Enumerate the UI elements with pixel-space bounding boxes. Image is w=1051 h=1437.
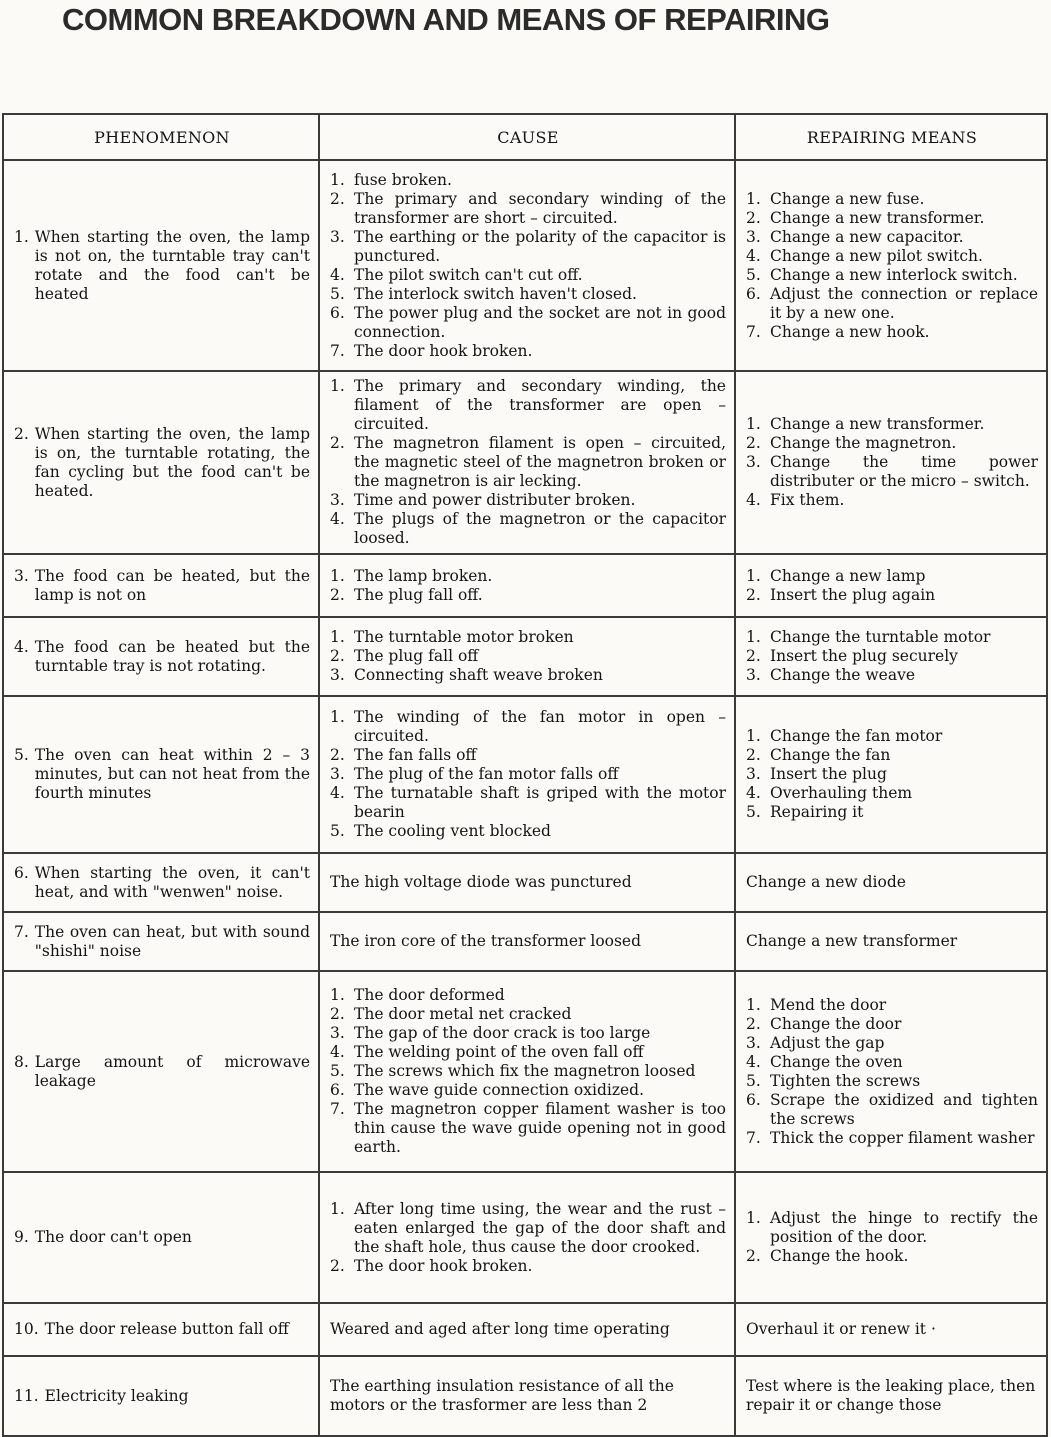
cause-cell-list [330, 1200, 726, 1276]
item-number: 3. [330, 666, 345, 684]
cause-item-text: The plugs of the magnetron or the capacitor loosed. [354, 510, 726, 547]
cause-item-text: The welding point of the oven fall off [354, 1043, 644, 1061]
cause-item-text: fuse broken. [354, 170, 452, 189]
phenomenon-cell [3, 696, 319, 853]
phenomenon-description: The food can be heated, but the lamp is not on [34, 566, 310, 604]
row-number: 5. [14, 746, 29, 764]
phenomenon-cell [3, 853, 319, 912]
repair-item [746, 746, 1038, 765]
item-number: 4. [330, 784, 345, 802]
cause-item [330, 1062, 726, 1081]
cause-item-text: The power plug and the socket are not in good connection. [354, 303, 726, 341]
cause-item [330, 1100, 726, 1157]
repair-item-text: Mend the door [770, 995, 887, 1014]
cause-item-text: The plug fall off [354, 647, 479, 665]
repair-header: REPAIRING MEANS [735, 114, 1047, 160]
repair-item-text: Change the turntable motor [770, 628, 991, 646]
repair-item-text: Overhaul it or renew it · [746, 1320, 936, 1338]
repair-cell [735, 617, 1047, 696]
phenomenon-description: When starting the oven, it can't heat, and with "wenwen" noise. [34, 863, 310, 901]
repair-cell [735, 371, 1047, 554]
phenomenon-cell [3, 1356, 319, 1436]
cause-item [330, 1257, 726, 1276]
cause-item-text: The gap of the door crack is too large [354, 1024, 651, 1042]
item-number: 1. [330, 628, 345, 646]
phenomenon-description: Electricity leaking [44, 1386, 189, 1405]
cause-cell-list [330, 708, 726, 841]
row-number: 7. [14, 922, 29, 941]
repair-item [746, 1247, 1038, 1266]
item-number: 1. [330, 986, 345, 1004]
repair-item-text: Insert the plug again [770, 585, 936, 604]
phenomenon-description: Large amount of microwave leakage [34, 1052, 310, 1090]
item-number: 1. [746, 1209, 761, 1227]
item-number: 6. [330, 303, 345, 322]
table-row [3, 912, 1047, 971]
row-number: 2. [14, 424, 29, 443]
cause-item-text: The cooling vent blocked [354, 822, 551, 840]
repair-item-text: Overhauling them [770, 784, 913, 802]
item-number: 2. [330, 434, 345, 452]
repair-item [746, 453, 1038, 491]
cause-item [330, 342, 726, 361]
item-number: 3. [330, 227, 345, 246]
item-number: 3. [746, 666, 761, 684]
row-number: 9. [14, 1228, 29, 1246]
repair-cell-list [746, 190, 1038, 342]
item-number: 2. [746, 1014, 761, 1033]
cause-item [330, 266, 726, 285]
row-number: 8. [14, 1052, 29, 1071]
cause-cell-list [330, 171, 726, 361]
repair-cell [735, 554, 1047, 617]
phenomenon-description: When starting the oven, the lamp is on, the turntable rotating, the fan cycling but the food can't be heated. [34, 424, 310, 500]
phenomenon-text [14, 1228, 310, 1247]
item-number: 1. [746, 628, 761, 646]
cause-item [330, 765, 726, 784]
item-number: 5. [330, 1062, 345, 1080]
item-number: 1. [746, 415, 761, 433]
cause-cell-list [330, 377, 726, 548]
cause-cell [319, 1303, 735, 1356]
cause-item [330, 190, 726, 228]
cause-item [330, 304, 726, 342]
repair-cell-list [746, 415, 1038, 510]
item-number: 2. [330, 585, 345, 604]
repair-item [746, 586, 1038, 605]
phenomenon-text [14, 638, 310, 676]
cause-cell [319, 554, 735, 617]
cause-item-text: The fan falls off [354, 746, 477, 764]
row-number: 3. [14, 566, 29, 585]
item-number: 4. [330, 265, 345, 284]
repair-cell [735, 696, 1047, 853]
table-header-row [3, 114, 1047, 160]
cause-item [330, 1024, 726, 1043]
item-number: 1. [746, 727, 761, 745]
cause-cell-list [330, 567, 726, 605]
phenomenon-text [14, 923, 310, 961]
cause-item-text: The wave guide connection oxidized. [354, 1081, 645, 1099]
cause-item-text: The lamp broken. [354, 566, 493, 585]
cause-item-text: The door hook broken. [354, 341, 533, 360]
item-number: 3. [330, 765, 345, 783]
cause-item [330, 628, 726, 647]
cause-item [330, 647, 726, 666]
repair-item-text: Change the hook. [770, 1247, 909, 1265]
cause-item-text: The iron core of the transformer loosed [330, 932, 642, 950]
repair-cell [735, 1356, 1047, 1436]
phenomenon-text [14, 1387, 310, 1406]
item-number: 5. [746, 1071, 761, 1090]
item-number: 3. [330, 1024, 345, 1042]
cause-cell [319, 853, 735, 912]
phenomenon-description: When starting the oven, the lamp is not on, the turntable tray can't rotate and the food can't be heated [34, 227, 310, 303]
repair-item [746, 628, 1038, 647]
repair-item [746, 996, 1038, 1015]
repair-item-text: Test where is the leaking place, then repair it or change those [746, 1377, 1036, 1414]
repair-cell-list [746, 996, 1038, 1148]
repair-item [746, 491, 1038, 510]
repair-item [746, 1091, 1038, 1129]
repair-item-text: Tighten the screws [770, 1071, 921, 1090]
repair-item-text: Change a new interlock switch. [770, 265, 1018, 284]
table-row [3, 371, 1047, 554]
item-number: 7. [746, 322, 761, 341]
table-row [3, 1303, 1047, 1356]
cause-cell [319, 371, 735, 554]
repair-item-text: Change the fan motor [770, 727, 943, 745]
table-row [3, 617, 1047, 696]
repair-item-text: Change the weave [770, 666, 916, 684]
repair-item-text: Change a new fuse. [770, 189, 925, 208]
cause-item-text: The plug of the fan motor falls off [354, 765, 619, 783]
item-number: 3. [330, 491, 345, 509]
repair-item-text: Change a new transformer. [770, 208, 985, 227]
repair-item [746, 1209, 1038, 1247]
cause-item-text: The earthing or the polarity of the capacitor is punctured. [354, 227, 726, 265]
cause-item-text: The primary and secondary winding, the filament of the transformer are open – circuited. [354, 377, 726, 433]
cause-cell-list [330, 628, 726, 685]
item-number: 6. [330, 1081, 345, 1099]
item-number: 2. [330, 1005, 345, 1023]
cause-item [330, 784, 726, 822]
item-number: 7. [746, 1128, 761, 1147]
breakdown-table [2, 113, 1048, 1437]
repair-item [746, 727, 1038, 746]
phenomenon-text [14, 567, 310, 605]
item-number: 2. [746, 1247, 761, 1265]
phenomenon-description: The oven can heat within 2 – 3 minutes, but can not heat from the fourth minutes [34, 746, 310, 802]
cause-item [330, 1005, 726, 1024]
cause-item [330, 1081, 726, 1100]
repair-cell-list [746, 628, 1038, 685]
cause-item [330, 228, 726, 266]
phenomenon-text [14, 864, 310, 902]
item-number: 1. [746, 566, 761, 585]
cause-item-text: The plug fall off. [354, 585, 483, 604]
table-row [3, 1172, 1047, 1303]
cause-item-text: The earthing insulation resistance of all the motors or the trasformer are less than 2 [330, 1377, 674, 1414]
phenomenon-cell [3, 554, 319, 617]
repair-cell [735, 1172, 1047, 1303]
repair-cell-list [746, 567, 1038, 605]
repair-item-text: Change the time power distributer or the micro – switch. [770, 453, 1038, 490]
repair-item [746, 1129, 1038, 1148]
cause-item-text: The pilot switch can't cut off. [354, 265, 583, 284]
item-number: 1. [330, 708, 345, 726]
row-number: 11. [14, 1386, 39, 1405]
item-number: 4. [330, 1043, 345, 1061]
cause-item [330, 746, 726, 765]
cause-cell [319, 617, 735, 696]
cause-cell [319, 912, 735, 971]
cause-item [330, 567, 726, 586]
repair-item-text: Change a new hook. [770, 322, 930, 341]
cause-item [330, 822, 726, 841]
repair-item-text: Change the door [770, 1014, 902, 1033]
repair-cell [735, 971, 1047, 1172]
item-number: 2. [746, 208, 761, 227]
phenomenon-text [14, 1053, 310, 1091]
repair-item-text: Adjust the gap [770, 1033, 885, 1052]
cause-cell [319, 971, 735, 1172]
item-number: 2. [330, 746, 345, 764]
cause-item-text: The door metal net cracked [354, 1005, 572, 1023]
table-row [3, 554, 1047, 617]
cause-item-text: Weared and aged after long time operating [330, 1320, 670, 1338]
cause-item-text: The primary and secondary winding of the transformer are short – circuited. [354, 189, 726, 227]
repair-cell [735, 1303, 1047, 1356]
repair-cell-list [746, 727, 1038, 822]
repair-item [746, 247, 1038, 266]
repair-item [746, 434, 1038, 453]
repair-item [746, 415, 1038, 434]
repair-item-text: Change a new diode [746, 873, 906, 891]
phenomenon-cell [3, 1172, 319, 1303]
repair-item [746, 1072, 1038, 1091]
repair-item-text: Scrape the oxidized and tighten the screws [770, 1090, 1038, 1128]
cause-cell [319, 160, 735, 371]
repair-item [746, 1034, 1038, 1053]
repair-item [746, 567, 1038, 586]
repair-item [746, 1053, 1038, 1072]
item-number: 4. [746, 784, 761, 802]
item-number: 3. [746, 1033, 761, 1052]
repair-item [746, 666, 1038, 685]
table-row [3, 160, 1047, 371]
phenomenon-cell [3, 971, 319, 1172]
row-number: 4. [14, 637, 29, 656]
cause-header: CAUSE [319, 114, 735, 160]
cause-cell-list [330, 986, 726, 1157]
cause-item-text: The magnetron filament is open – circuited, the magnetic steel of the magnetron broken or the magnetron is air lecking. [354, 434, 726, 490]
repair-item-text: Change a new pilot switch. [770, 246, 983, 265]
item-number: 6. [746, 284, 761, 303]
phenomenon-header: PHENOMENON [3, 114, 319, 160]
item-number: 3. [746, 453, 761, 471]
repair-item-text: Fix them. [770, 491, 845, 509]
item-number: 1. [330, 566, 345, 585]
item-number: 3. [746, 227, 761, 246]
page-title: COMMON BREAKDOWN AND MEANS OF REPAIRING [62, 2, 830, 37]
cause-item [330, 285, 726, 304]
item-number: 4. [746, 1052, 761, 1071]
item-number: 1. [746, 995, 761, 1014]
repair-item-text: Change a new transformer [746, 932, 958, 950]
item-number: 5. [330, 284, 345, 303]
repair-item-text: Change a new lamp [770, 566, 926, 585]
cause-item-text: The turnatable shaft is griped with the motor bearin [354, 784, 726, 821]
repair-item-text: Insert the plug [770, 765, 887, 783]
item-number: 2. [330, 1256, 345, 1275]
phenomenon-description: The door release button fall off [44, 1320, 289, 1338]
cause-item [330, 510, 726, 548]
repair-cell [735, 912, 1047, 971]
item-number: 2. [330, 189, 345, 208]
cause-item [330, 377, 726, 434]
phenomenon-cell [3, 160, 319, 371]
item-number: 1. [330, 170, 345, 189]
cause-item-text: The door deformed [354, 986, 505, 1004]
phenomenon-cell [3, 371, 319, 554]
cause-item [330, 666, 726, 685]
phenomenon-description: The door can't open [34, 1228, 192, 1246]
repair-item [746, 647, 1038, 666]
item-number: 1. [746, 189, 761, 208]
cause-item [330, 986, 726, 1005]
repair-item [746, 1015, 1038, 1034]
cause-item-text: The high voltage diode was punctured [330, 873, 632, 891]
repair-item-text: Change a new capacitor. [770, 227, 964, 246]
repair-item-text: Change the oven [770, 1052, 903, 1071]
cause-item-text: After long time using, the wear and the rust – eaten enlarged the gap of the door shaft and the shaft hole, thus cause the door crooked. [354, 1199, 726, 1256]
repair-cell [735, 853, 1047, 912]
repair-cell [735, 160, 1047, 371]
item-number: 2. [746, 434, 761, 452]
cause-item-text: The magnetron copper filament washer is too thin cause the wave guide opening not in good earth. [354, 1100, 726, 1156]
cause-cell [319, 1356, 735, 1436]
cause-item [330, 1200, 726, 1257]
repair-item-text: Change the fan [770, 746, 891, 764]
phenomenon-text [14, 425, 310, 501]
repair-cell-list [746, 1209, 1038, 1266]
cause-item [330, 434, 726, 491]
phenomenon-text [14, 746, 310, 803]
item-number: 4. [746, 246, 761, 265]
repair-item-text: Adjust the connection or replace it by a new one. [770, 284, 1038, 322]
item-number: 6. [746, 1090, 761, 1109]
phenomenon-description: The oven can heat, but with sound "shishi" noise [34, 922, 310, 960]
item-number: 5. [330, 822, 345, 840]
repair-item [746, 228, 1038, 247]
phenomenon-cell [3, 617, 319, 696]
repair-item [746, 190, 1038, 209]
table-row [3, 1356, 1047, 1436]
phenomenon-cell [3, 1303, 319, 1356]
item-number: 2. [330, 647, 345, 665]
item-number: 2. [746, 585, 761, 604]
repair-item-text: Change a new transformer. [770, 415, 985, 433]
item-number: 5. [746, 803, 761, 821]
cause-item-text: The door hook broken. [354, 1256, 533, 1275]
repair-item [746, 323, 1038, 342]
table-row [3, 971, 1047, 1172]
item-number: 2. [746, 746, 761, 764]
repair-item [746, 784, 1038, 803]
row-number: 1. [14, 227, 29, 246]
row-number: 6. [14, 863, 29, 882]
repair-item [746, 803, 1038, 822]
item-number: 5. [746, 265, 761, 284]
repair-item-text: Repairing it [770, 803, 864, 821]
item-number: 3. [746, 765, 761, 783]
repair-item [746, 266, 1038, 285]
cause-item-text: The interlock switch haven't closed. [354, 284, 637, 303]
cause-item [330, 491, 726, 510]
item-number: 2. [746, 647, 761, 665]
item-number: 1. [330, 1199, 345, 1218]
cause-item [330, 1043, 726, 1062]
item-number: 4. [330, 510, 345, 528]
item-number: 4. [746, 491, 761, 509]
item-number: 1. [330, 377, 345, 395]
cause-cell [319, 1172, 735, 1303]
cause-item-text: Connecting shaft weave broken [354, 666, 603, 684]
cause-item [330, 586, 726, 605]
phenomenon-cell [3, 912, 319, 971]
cause-item-text: Time and power distributer broken. [354, 491, 636, 509]
repair-item-text: Adjust the hinge to rectify the position of the door. [770, 1209, 1038, 1246]
table-row [3, 696, 1047, 853]
row-number: 10. [14, 1320, 39, 1338]
phenomenon-text [14, 1320, 310, 1339]
phenomenon-text [14, 228, 310, 304]
phenomenon-description: The food can be heated but the turntable tray is not rotating. [34, 637, 310, 675]
repair-item-text: Insert the plug securely [770, 647, 958, 665]
item-number: 7. [330, 341, 345, 360]
item-number: 7. [330, 1100, 345, 1118]
repair-item [746, 285, 1038, 323]
cause-item [330, 171, 726, 190]
repair-item-text: Change the magnetron. [770, 434, 957, 452]
cause-item-text: The screws which fix the magnetron loosed [354, 1062, 696, 1080]
table-row [3, 853, 1047, 912]
cause-item-text: The winding of the fan motor in open – circuited. [354, 708, 726, 745]
cause-item-text: The turntable motor broken [354, 628, 574, 646]
repair-item-text: Thick the copper filament washer [770, 1128, 1035, 1147]
cause-cell [319, 696, 735, 853]
cause-item [330, 708, 726, 746]
repair-item [746, 209, 1038, 228]
repair-item [746, 765, 1038, 784]
